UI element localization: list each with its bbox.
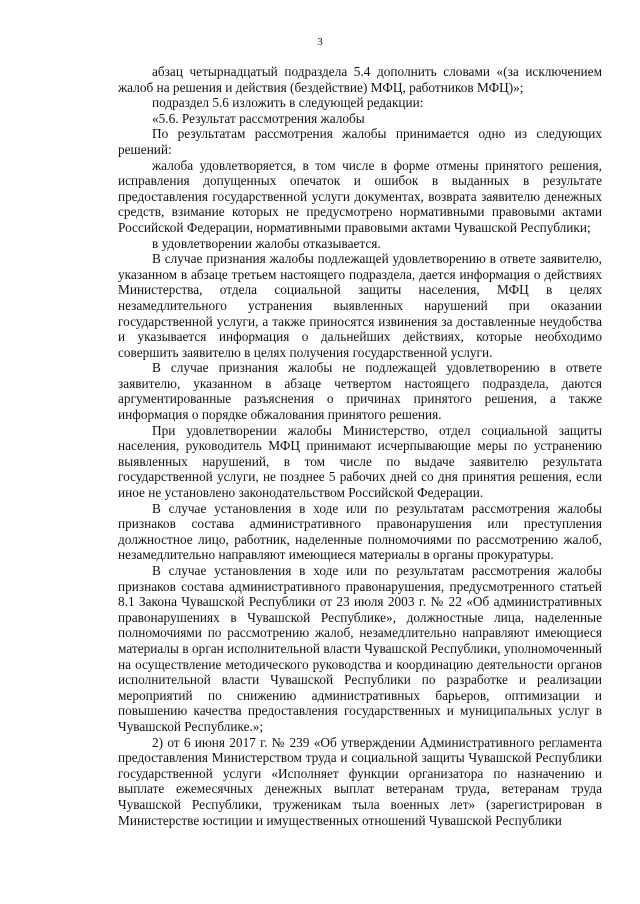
page-number: 3 — [317, 36, 323, 48]
document-body — [118, 64, 602, 828]
paragraph: жалоба удовлетворяется, в том числе в форме отмены принятого решения, исправления допущенных опечаток и ошибок в выданных в результате предоставления государственной услуги документах, возврата заявителю денежных средств, взимание которых не предусмотрено нормативными правовыми актами Российской Федерации, нормативными правовыми актами Чувашской Республики; — [118, 157, 602, 235]
paragraph: подраздел 5.6 изложить в следующей редакции: — [152, 95, 424, 111]
paragraph: «5.6. Результат рассмотрения жалобы — [152, 110, 365, 126]
paragraph: По результатам рассмотрения жалобы принимается одно из следующих решений: — [118, 126, 602, 157]
paragraph: При удовлетворении жалобы Министерство, отдел социальной защиты населения, руководитель МФЦ принимают исчерпывающие меры по устранению выявленных нарушений, в том числе по выдаче заявителю результата государственной услуги, не позднее 5 рабочих дней со дня принятия решения, если иное не установлено законодательством Российской Федерации. — [118, 422, 602, 501]
paragraph: В случае признания жалобы не подлежащей удовлетворению в ответе заявителю, указанном в абзаце четвертом настоящего подраздела, даются аргументированные разъяснения о причинах принятого решения, а также информация о порядке обжалования принятого решения. — [118, 360, 602, 423]
paragraph: в удовлетворении жалобы отказывается. — [152, 235, 381, 251]
paragraph: абзац четырнадцатый подраздела 5.4 дополнить словами «(за исключением жалоб на решения и действия (бездействие) МФЦ, работников МФЦ)»; — [118, 64, 602, 95]
paragraph: В случае признания жалобы подлежащей удовлетворению в ответе заявителю, указанном в абзаце третьем настоящего подраздела, дается информация о действиях Министерства, отдела социальной защиты населения, МФЦ в целях незамедлительного устранения выявленных нарушений при оказании государственной услуги, а также приносятся извинения за доставленные неудобства и указывается информация о дальнейших действиях, которые необходимо совершить заявителю в целях получения государственной услуги. — [118, 251, 602, 360]
paragraph: В случае установления в ходе или по результатам рассмотрения жалобы признаков состава административного правонарушения, предусмотренного статьей 8.1 Закона Чувашской Республики от 23 июля 2003 г. № 22 «Об административных правонарушениях в Чувашской Республике», должностные лица, наделенные полномочиями по рассмотрению жалоб, незамедлительно направляют имеющиеся материалы в орган исполнительной власти Чувашской Республики, уполномоченный на осуществление методического руководства и координацию деятельности органов исполнительной власти Чувашской Республики по разработке и реализации мероприятий по снижению административных барьеров, оптимизации и повышению качества предоставления государственных и муниципальных услуг в Чувашской Республике.»; — [118, 563, 602, 734]
paragraph: В случае установления в ходе или по результатам рассмотрения жалобы признаков состава административного правонарушения или преступления должностное лицо, работник, наделенные полномочиями по рассмотрению жалоб, незамедлительно направляют имеющиеся материалы в органы прокуратуры. — [118, 500, 602, 563]
paragraph: 2) от 6 июня 2017 г. № 239 «Об утверждении Административного регламента предоставления Министерством труда и социальной защиты Чувашской Республики государственной услуги «Исполняет функции организатора по назначению и выплате ежемесячных денежных выплат ветеранам труда, ветеранам труда Чувашской Республики, труженикам тыла военных лет» (зарегистрирован в Министерстве юстиции и имущественных отношений Чувашской Республики — [118, 734, 602, 828]
